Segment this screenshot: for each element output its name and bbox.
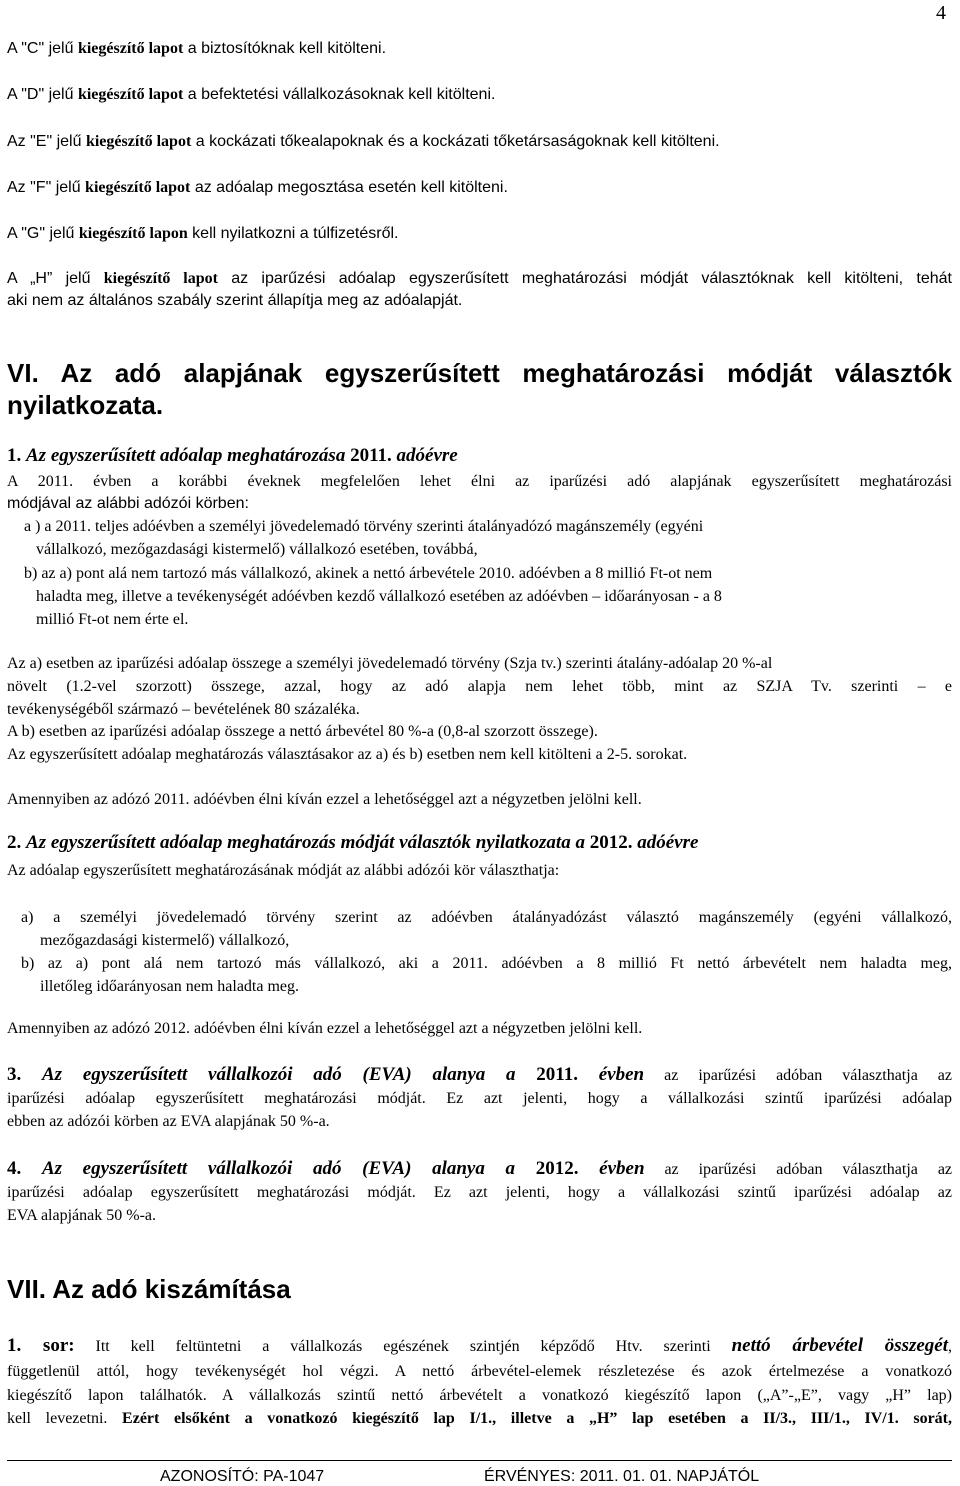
paragraph: Az adóalap egyszerűsített meghatározásának módját az alábbi adózói kör választhatja: (7, 862, 560, 879)
paragraph: tevékenységéből származó – bevételének 80 százaléka. (7, 701, 360, 718)
subsection-1-heading: 1. Az egyszerűsített adóalap meghatározása 2011. adóévre (7, 445, 458, 466)
list-item-b-cont: haladta meg, illetve a tevékenységét adóévben kezdő vállalkozó esetében az adóévben – időarányosan - a 8 (36, 588, 722, 605)
list-item-b: b) az a) pont alá nem tartozó más vállalkozó, aki a 2011. adóévben a 8 millió Ft nettó árbevételt nem haladta meg, (21, 955, 952, 972)
footer-id: AZONOSÍTÓ: PA-1047 (160, 1468, 325, 1485)
paragraph: növelt (1.2-vel szorzott) összege, azzal, hogy az adó alapja nem lehet több, mint az SZJA Tv. szerinti – e (7, 678, 952, 695)
paragraph: ebben az adózói körben az EVA alapjának 50 %-a. (7, 1113, 330, 1130)
paragraph: Az a) esetben az iparűzési adóalap összege a személyi jövedelemadó törvény (Szja tv.) szerinti átalány-adóalap 20 %-al (7, 655, 773, 672)
list-item-a: a) a személyi jövedelemadó törvény szerint az adóévben átalányadózást választó magánszemély (egyéni vállalkozó, (21, 909, 952, 926)
list-item-b: b) az a) pont alá nem tartozó más vállalkozó, akinek a nettó árbevétele 2010. adóévben a 8 millió Ft-ot nem (24, 565, 713, 582)
list-item-a-cont: vállalkozó, mezőgazdasági kistermelő) vállalkozó esetében, továbbá, (36, 541, 478, 558)
paragraph: A 2011. évben a korábbi éveknek megfelelően lehet élni az iparűzési adó alapjának egyszerűsített meghatározási (7, 473, 952, 490)
page-number: 4 (936, 2, 946, 24)
list-item-a-cont: mezőgazdasági kistermelő) vállalkozó, (40, 932, 290, 949)
subsection-3-heading: 3. Az egyszerűsített vállalkozói adó (EVA) alanya a 2011. évben az iparűzési adóban választhatja az (7, 1064, 952, 1085)
paragraph: Amennyiben az adózó 2011. adóévben élni kíván ezzel a lehetőséggel azt a négyzetben jelölni kell. (7, 791, 642, 808)
footer-divider (7, 1460, 952, 1461)
line-f-form: Az "F" jelű kiegészítő lapot az adóalap megosztása esetén kell kitölteni. (7, 179, 508, 196)
paragraph: iparűzési adóalap egyszerűsített meghatározási módját. Ez azt jelenti, hogy a vállalkozási szintű iparűzési adóalap az (7, 1184, 952, 1201)
footer-valid: ÉRVÉNYES: 2011. 01. 01. NAPJÁTÓL (484, 1468, 760, 1485)
line-h-form: A „H” jelű kiegészítő lapot az iparűzési adóalap egyszerűsített meghatározási módját választóknak kell kitölteni, tehát (7, 270, 952, 287)
section-6-title: VI. Az adó alapjának egyszerűsített meghatározási módját választók (7, 358, 952, 388)
line-d-form: A "D" jelű kiegészítő lapot a befektetési vállalkozásoknak kell kitölteni. (7, 86, 496, 103)
section-7-title: VII. Az adó kiszámítása (7, 1274, 291, 1304)
list-item-b-cont: millió Ft-ot nem érte el. (36, 611, 189, 628)
list-item-b-cont: illetőleg időarányosan nem haladta meg. (40, 978, 300, 995)
paragraph: A b) esetben az iparűzési adóalap összege a nettó árbevétel 80 %-a (0,8-al szorzott összege). (7, 723, 598, 740)
row-1-description: 1. sor: Itt kell feltüntetni a vállalkozás egészének szintjén képződő Htv. szerinti nettó árbevétel összegét, (7, 1335, 953, 1356)
paragraph: módjával az alábbi adózói körben: (7, 495, 249, 512)
subsection-2-heading: 2. Az egyszerűsített adóalap meghatározás módját választók nyilatkozata a 2012. adóévre (7, 832, 699, 853)
line-c-form: A "C" jelű kiegészítő lapot a biztosítóknak kell kitölteni. (7, 40, 387, 57)
paragraph: Az egyszerűsített adóalap meghatározás választásakor az a) és b) esetben nem kell kitölteni a 2-5. sorokat. (7, 746, 688, 763)
line-e-form: Az "E" jelű kiegészítő lapot a kockázati tőkealapoknak és a kockázati tőketársaságoknak kell kitölteni. (7, 133, 720, 150)
paragraph: EVA alapjának 50 %-a. (7, 1207, 156, 1224)
paragraph: kiegészítő lapon találhatók. A vállalkozás szintű nettó árbevételt a vonatkozó kiegészítő lapon („A”-„E”, vagy „H” lap) (7, 1387, 952, 1404)
list-item-a: a ) a 2011. teljes adóévben a személyi jövedelemadó törvény szerinti átalányadózó magánszemély (egyéni (24, 518, 704, 535)
subsection-4-heading: 4. Az egyszerűsített vállalkozói adó (EVA) alanya a 2012. évben az iparűzési adóban választhatja az (7, 1158, 953, 1179)
line-g-form: A "G" jelű kiegészítő lapon kell nyilatkozni a túlfizetésről. (7, 225, 399, 242)
paragraph: Amennyiben az adózó 2012. adóévben élni kíván ezzel a lehetőséggel azt a négyzetben jelölni kell. (7, 1020, 643, 1037)
paragraph: függetlenül attól, hogy tevékenységét hol végzi. A nettó árbevétel-elemek részletezése és azok értelmezése a vonatkozó (7, 1363, 952, 1380)
section-6-title-cont: nyilatkozata. (7, 390, 164, 420)
paragraph: kell levezetni. Ezért elsőként a vonatkozó kiegészítő lap I/1., illetve a „H” lap esetében a II/3., III/1., IV/1. sorát, (7, 1410, 953, 1427)
paragraph: iparűzési adóalap egyszerűsített meghatározási módját. Ez azt jelenti, hogy a vállalkozási szintű iparűzési adóalap (7, 1090, 952, 1107)
line-h-form-cont: aki nem az általános szabály szerint állapítja meg az adóalapját. (7, 292, 463, 309)
